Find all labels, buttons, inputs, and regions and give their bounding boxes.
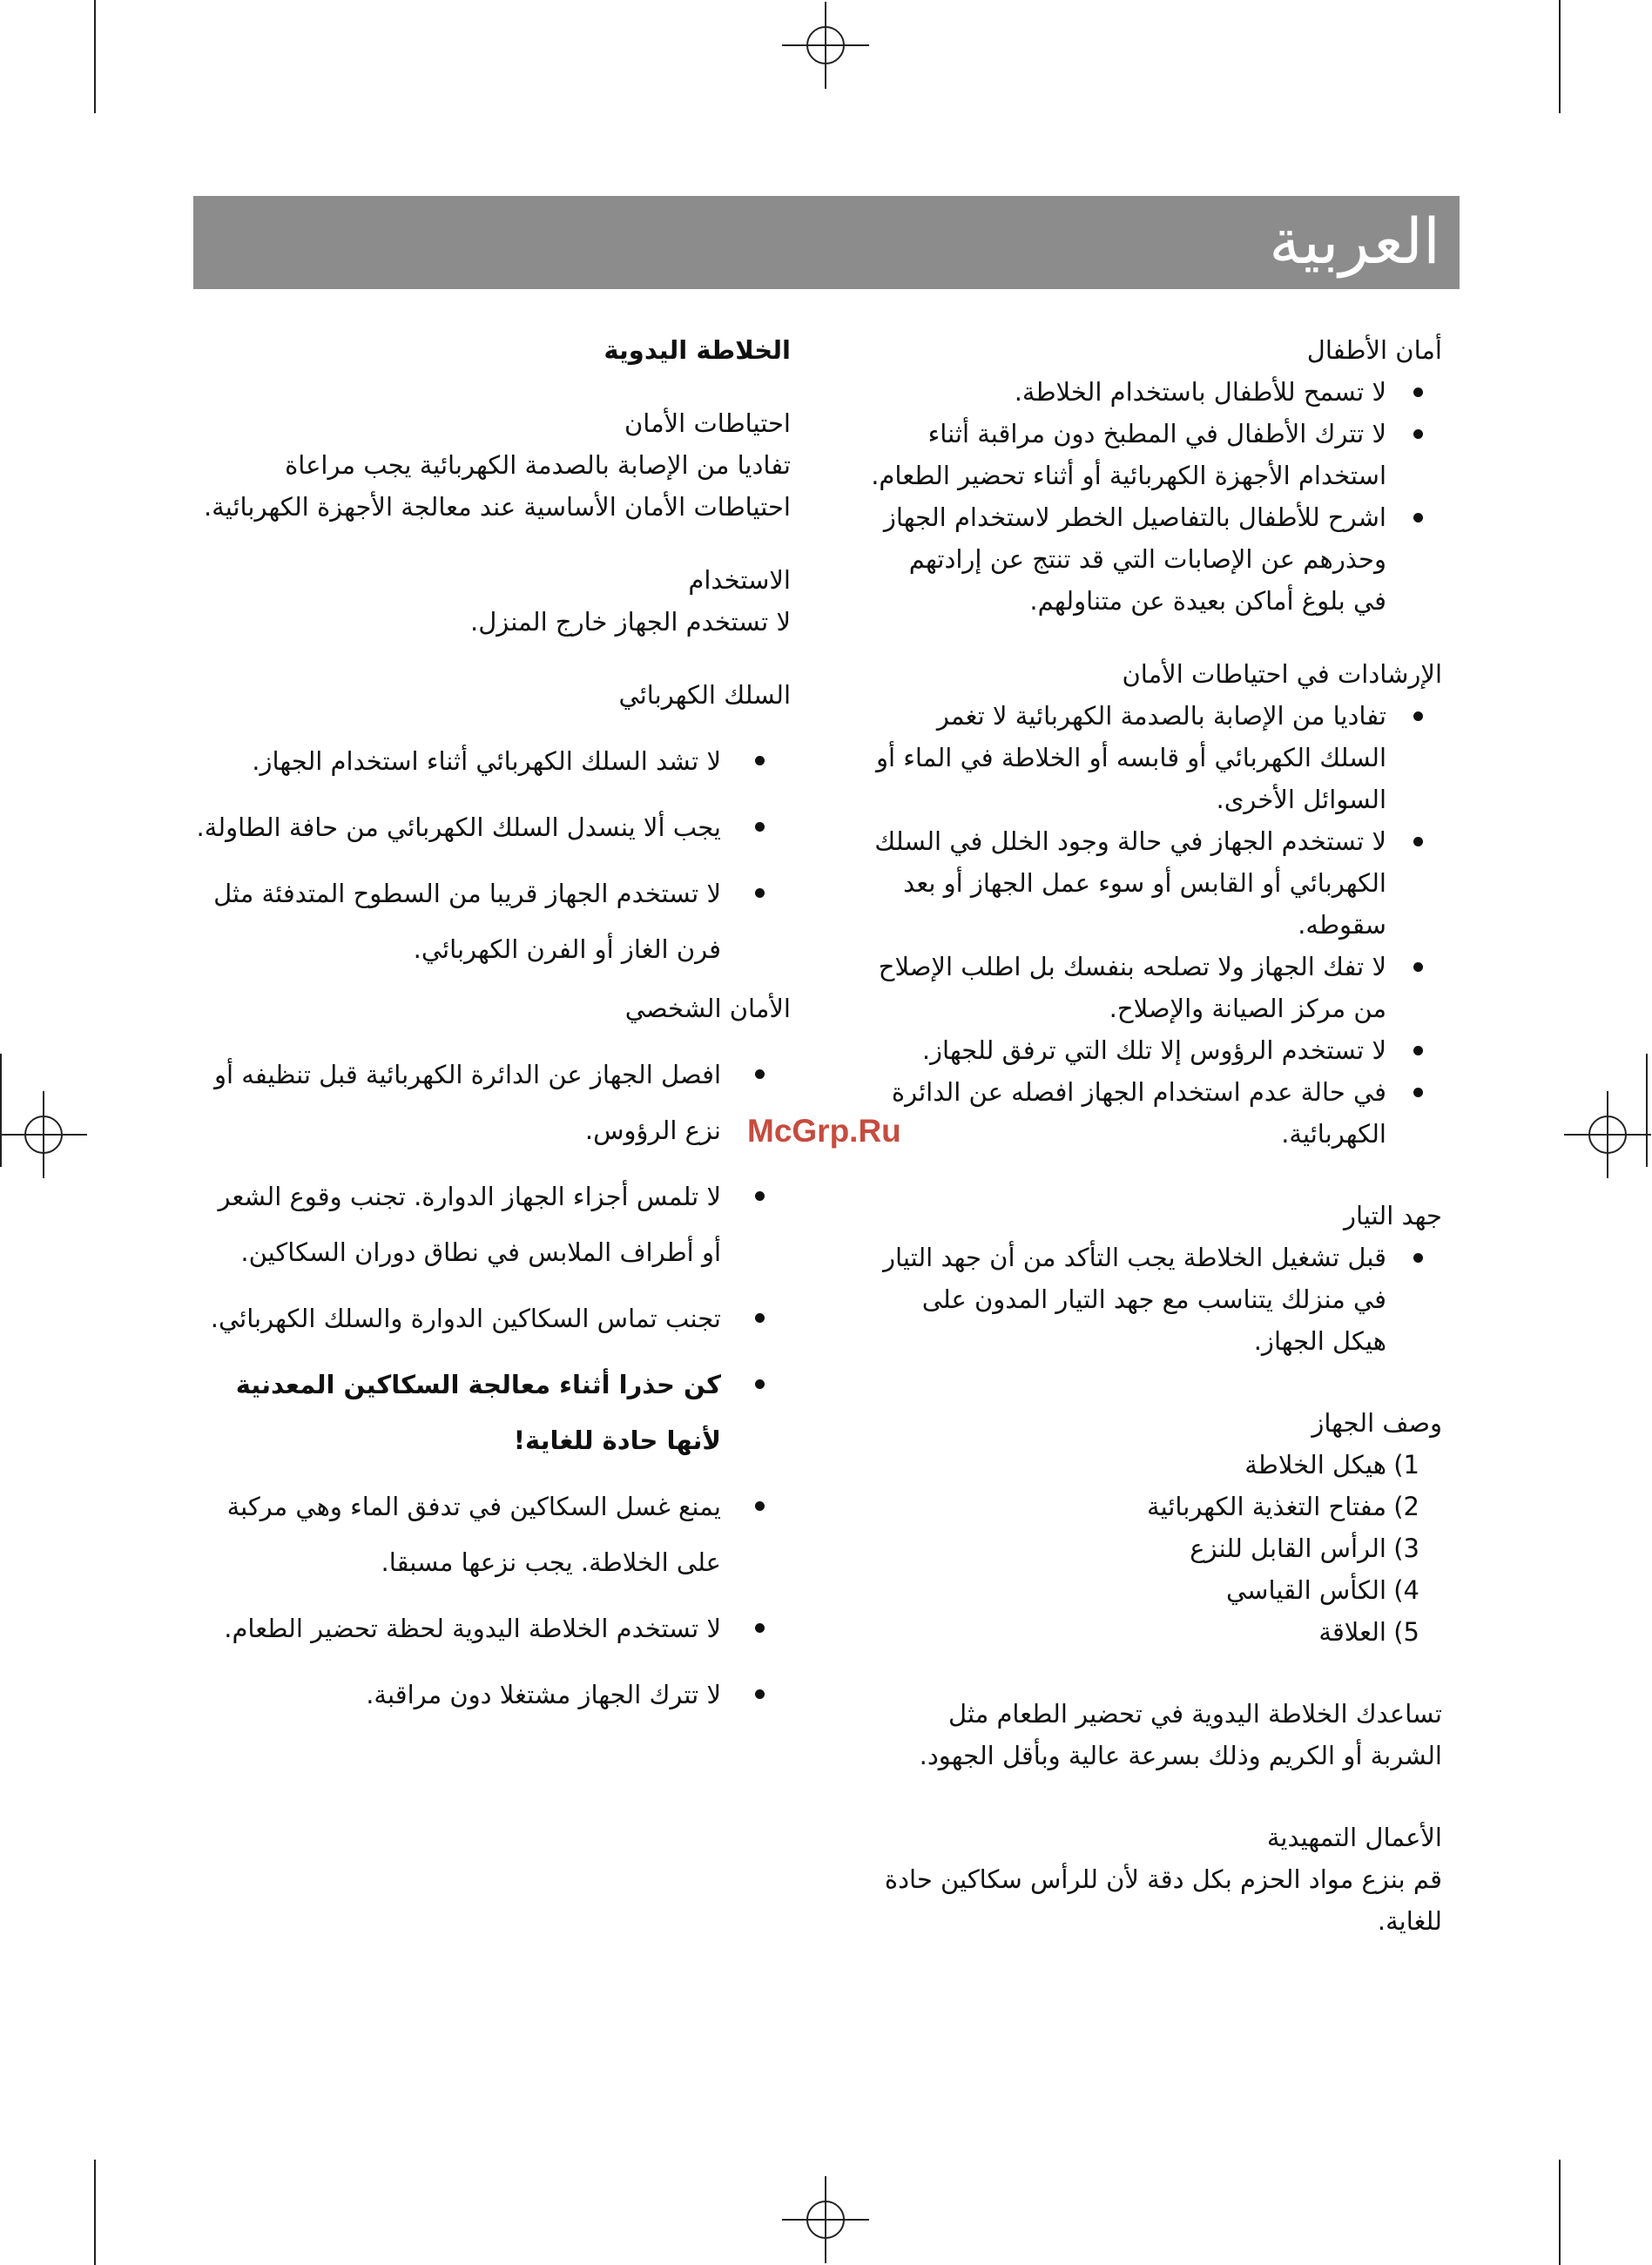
registration-mark-left [0, 1091, 87, 1178]
children-safety-list [871, 371, 1442, 622]
list-item: في حالة عدم استخدام الجهاز افصله عن الدائرة الكهربائية. [871, 1071, 1442, 1155]
list-item: لا تستخدم الجهاز قريبا من السطوح المتدفئة مثل فرن الغاز أو الفرن الكهربائي. [193, 866, 791, 977]
language-banner [193, 196, 1460, 289]
bullet-icon [1413, 711, 1423, 721]
list-item: لا تستخدم الجهاز في حالة وجود الخلل في السلك الكهربائي أو القابس أو سوء عمل الجهاز أو بعد سقوطه. [871, 820, 1442, 946]
bullet-icon [1413, 1088, 1423, 1097]
crop-mark-top-left [94, 0, 96, 113]
list-item: 5) العلاقة [1318, 1617, 1419, 1647]
precautions-heading: احتياطات الأمان [624, 408, 791, 438]
list-item: لا تترك الجهاز مشتغلا دون مراقبة. [193, 1667, 791, 1722]
left-column [193, 329, 791, 1733]
bullet-icon [1413, 1046, 1423, 1055]
bullet-icon [755, 822, 765, 832]
bullet-icon [755, 1069, 765, 1079]
parts-list [871, 1444, 1442, 1653]
list-item: 1) هيكل الخلاطة [1244, 1450, 1419, 1480]
usage-text: لا تستخدم الجهاز خارج المنزل. [469, 607, 791, 637]
section-title: الخلاطة اليدوية [603, 335, 791, 365]
right-column [871, 329, 1442, 1942]
voltage-list [871, 1237, 1442, 1362]
list-item: لا تستخدم الرؤوس إلا تلك التي ترفق للجهاز. [871, 1029, 1442, 1071]
description-heading: وصف الجهاز [1311, 1408, 1442, 1438]
registration-mark-right [1564, 1091, 1651, 1178]
bullet-icon [755, 1191, 765, 1201]
bullet-icon [755, 1689, 765, 1699]
personal-safety-heading: الأمان الشخصي [624, 994, 791, 1023]
intro-paragraph: تساعدك الخلاطة اليدوية في تحضير الطعام مثل الشربة أو الكريم وذلك بسرعة عالية وبأقل الجهود. [919, 1699, 1442, 1770]
registration-mark-bottom [782, 2176, 869, 2263]
registration-mark-top [782, 2, 869, 89]
precautions-text: تفاديا من الإصابة بالصدمة الكهربائية يجب مراعاة احتياطات الأمان الأساسية عند معالجة الأجهزة الكهربائية. [203, 450, 791, 522]
list-item: تفاديا من الإصابة بالصدمة الكهربائية لا تغمر السلك الكهربائي أو قابسه أو الخلاطة في الماء أو السوائل الأخرى. [871, 695, 1442, 820]
crop-mark-bottom-left [94, 2160, 96, 2265]
bullet-icon [755, 1379, 765, 1389]
watermark: McGrp.Ru [747, 1113, 901, 1149]
list-item: تجنب تماس السكاكين الدوارة والسلك الكهربائي. [193, 1291, 791, 1346]
voltage-heading: جهد التيار [1344, 1201, 1442, 1230]
list-item: لا تترك الأطفال في المطبخ دون مراقبة أثناء استخدام الأجهزة الكهربائية أو أثناء تحضير الطعام. [871, 413, 1442, 496]
usage-heading: الاستخدام [688, 565, 791, 595]
crop-mark-bottom-right [1559, 2160, 1561, 2265]
list-item: افصل الجهاز عن الدائرة الكهربائية قبل تنظيفه أو نزع الرؤوس. [193, 1047, 791, 1158]
bullet-icon [1413, 1253, 1423, 1263]
children-safety-heading: أمان الأطفال [1306, 335, 1442, 365]
bullet-icon [1413, 388, 1423, 397]
list-item: اشرح للأطفال بالتفاصيل الخطر لاستخدام الجهاز وحذرهم عن الإصابات التي قد تنتج عن إرادتهم في بلوغ أماكن بعيدة عن متناولهم. [871, 496, 1442, 622]
list-item: لا تسمح للأطفال باستخدام الخلاطة. [871, 371, 1442, 413]
list-item: لا تستخدم الخلاطة اليدوية لحظة تحضير الطعام. [193, 1601, 791, 1656]
bullet-icon [755, 756, 765, 765]
list-item: لا تشد السلك الكهربائي أثناء استخدام الجهاز. [193, 733, 791, 789]
bullet-icon [1413, 962, 1423, 972]
preparation-heading: الأعمال التمهيدية [1266, 1823, 1442, 1852]
list-item: لا تفك الجهاز ولا تصلحه بنفسك بل اطلب الإصلاح من مركز الصيانة والإصلاح. [871, 946, 1442, 1029]
crop-mark-top-right [1559, 0, 1561, 113]
safety-instructions-list [871, 695, 1442, 1155]
list-item: قبل تشغيل الخلاطة يجب التأكد من أن جهد التيار في منزلك يتناسب مع جهد التيار المدون على هيكل الجهاز. [871, 1237, 1442, 1362]
bullet-icon [755, 1313, 765, 1323]
personal-safety-list [193, 1047, 791, 1722]
bullet-icon [1413, 429, 1423, 439]
list-item: 3) الرأس القابل للنزع [1190, 1534, 1419, 1563]
bullet-icon [755, 1501, 765, 1511]
list-item: لا تلمس أجزاء الجهاز الدوارة. تجنب وقوع الشعر أو أطراف الملابس في نطاق دوران السكاكين. [193, 1169, 791, 1280]
bullet-icon [1413, 513, 1423, 522]
bullet-icon [1413, 837, 1423, 846]
list-item-warning: كن حذرا أثناء معالجة السكاكين المعدنية لأنها حادة للغاية! [193, 1357, 791, 1468]
bullet-icon [755, 1623, 765, 1633]
cord-list [193, 733, 791, 977]
cord-heading: السلك الكهربائي [618, 680, 791, 710]
list-item: يجب ألا ينسدل السلك الكهربائي من حافة الطاولة. [193, 799, 791, 855]
bullet-icon [755, 888, 765, 898]
banner-title: العربية [1269, 205, 1440, 278]
preparation-text: قم بنزع مواد الحزم بكل دقة لأن للرأس سكاكين حادة للغاية. [884, 1864, 1442, 1936]
list-item: 4) الكأس القياسي [1226, 1575, 1419, 1605]
list-item: يمنع غسل السكاكين في تدفق الماء وهي مركبة على الخلاطة. يجب نزعها مسبقا. [193, 1479, 791, 1590]
safety-instructions-heading: الإرشادات في احتياطات الأمان [1122, 659, 1442, 689]
list-item: 2) مفتاح التغذية الكهربائية [1147, 1492, 1419, 1521]
